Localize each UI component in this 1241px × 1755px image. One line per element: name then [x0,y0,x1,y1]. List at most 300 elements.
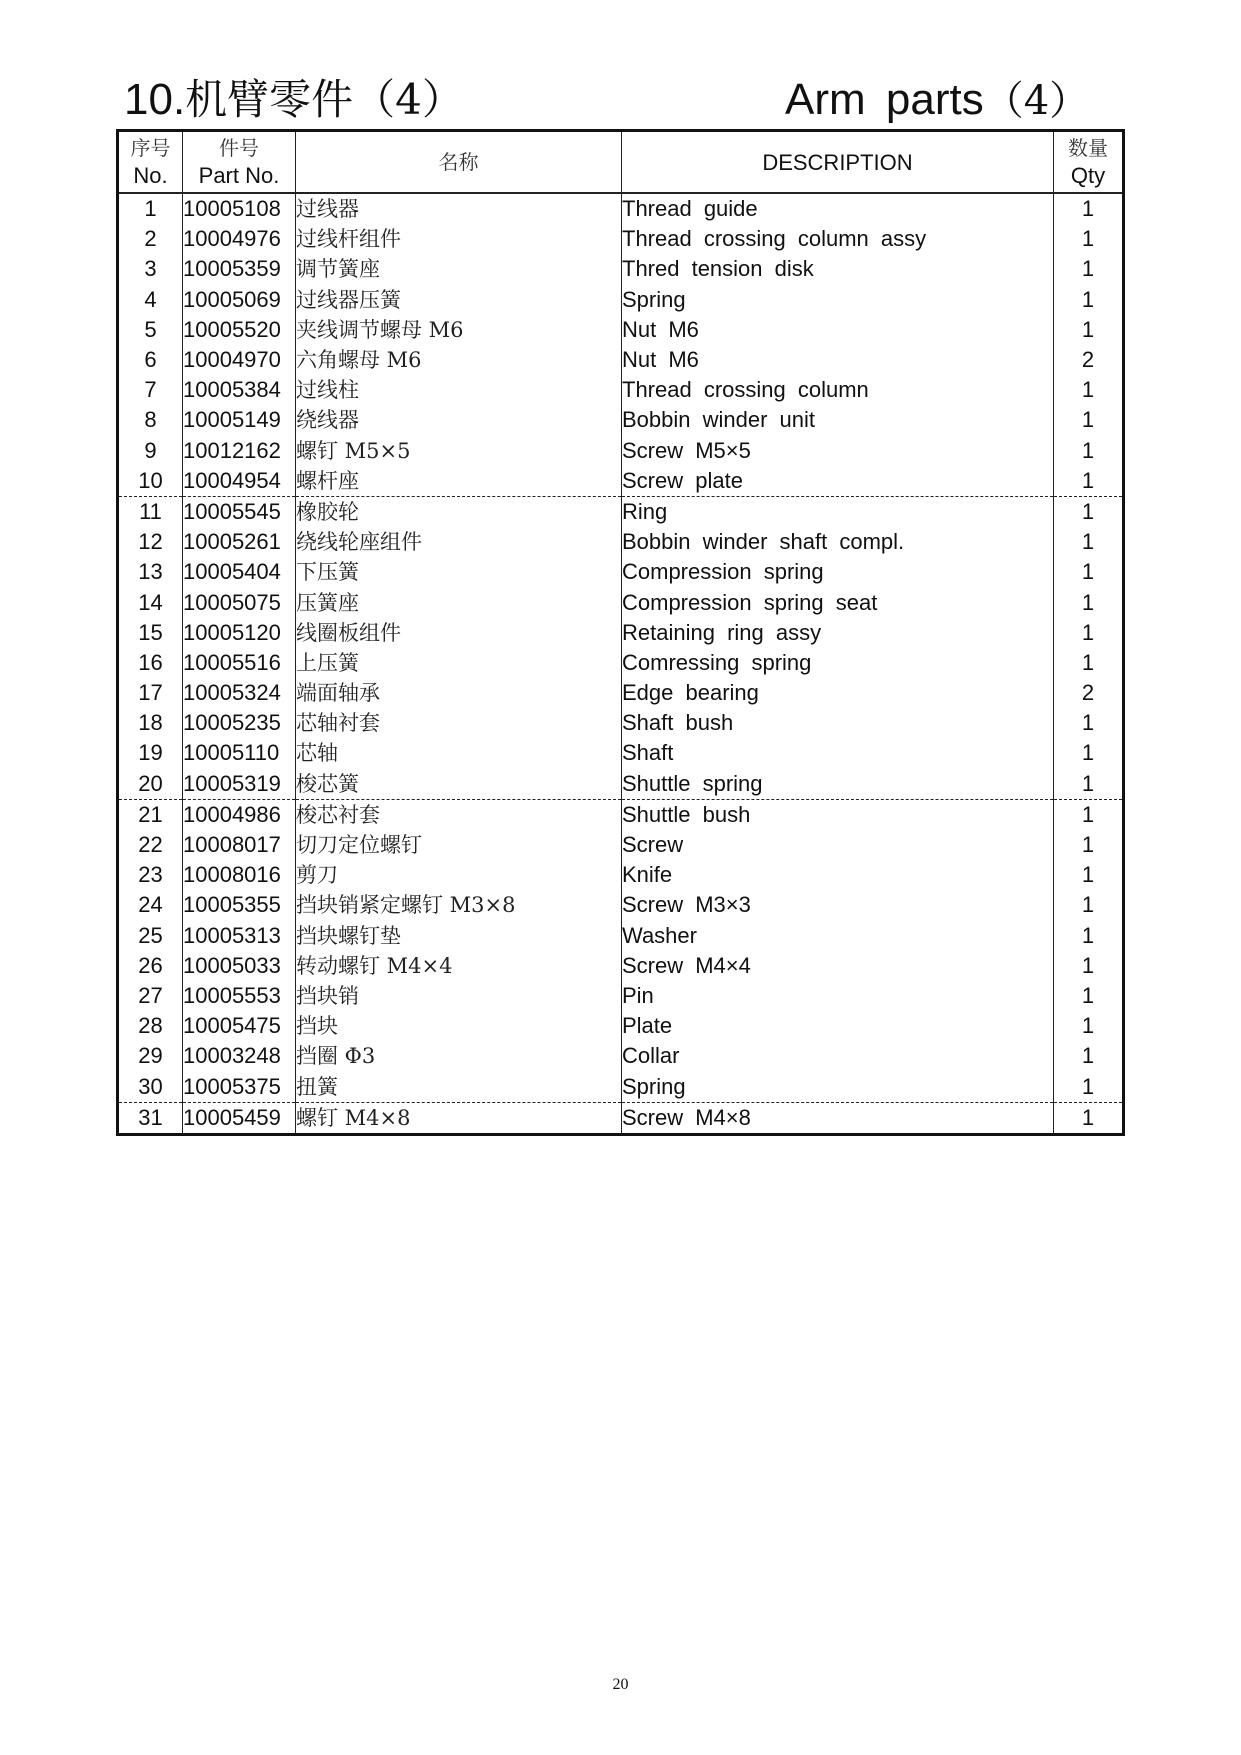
part-number-index [118,496,183,527]
part-quantity-text: 1 [1081,1104,1095,1130]
part-code [183,618,296,648]
part-description-text: Shaft bush [622,710,734,736]
part-name-cn [296,618,622,648]
part-code-text: 10004954 [183,467,281,493]
part-code-text: 10005545 [183,498,281,524]
part-code-text: 10008017 [183,832,281,858]
part-quantity-text: 1 [1081,770,1095,796]
part-name-cn-text: 上压簧 [296,650,359,675]
part-quantity [1054,193,1124,224]
part-number-index-text: 24 [138,892,163,918]
table-row [118,860,1124,890]
part-number-index [118,1011,183,1041]
part-name-cn [296,405,622,435]
part-number-index-text: 1 [144,196,157,222]
header-name: 名称 [296,131,622,194]
part-quantity [1054,769,1124,800]
section-number: 10. [124,75,186,124]
part-code [183,405,296,435]
part-number-index-text: 26 [138,952,163,978]
part-name-cn-text: 绕线器 [296,408,359,433]
part-code [183,527,296,557]
part-name-cn-text: 螺杆座 [296,468,359,493]
part-number-index-text: 25 [138,922,163,948]
part-description [622,769,1054,800]
part-quantity-text: 1 [1081,922,1095,948]
part-description-text: Spring [622,286,686,312]
part-name-cn [296,1041,622,1071]
table-row [118,496,1124,527]
part-number-index [118,860,183,890]
part-number-index-text: 13 [138,559,163,585]
part-quantity-text: 1 [1081,467,1095,493]
part-name-cn [296,951,622,981]
part-number-index-text: 30 [138,1073,163,1099]
part-number-index [118,1041,183,1071]
part-description [622,254,1054,284]
part-quantity [1054,921,1124,951]
page-number: 20 [612,1676,629,1693]
part-description [622,527,1054,557]
part-quantity-text: 1 [1081,952,1095,978]
part-description-text: Retaining ring assy [622,619,822,645]
table-row [118,1102,1124,1134]
part-quantity [1054,981,1124,1011]
part-number-index [118,224,183,254]
part-description [622,193,1054,224]
part-quantity-text: 1 [1081,196,1095,222]
part-number-index [118,557,183,587]
part-number-index [118,193,183,224]
table-row [118,1011,1124,1041]
part-number-index [118,466,183,497]
part-code [183,375,296,405]
part-name-cn-text: 过线杆组件 [296,227,401,252]
part-quantity [1054,1011,1124,1041]
part-code-text: 10008016 [183,862,281,888]
part-code [183,678,296,708]
table-row [118,708,1124,738]
part-description [622,830,1054,860]
part-quantity-text: 1 [1081,832,1095,858]
part-number-index-text: 31 [138,1104,163,1130]
part-code [183,981,296,1011]
part-code-text: 10005149 [183,407,281,433]
part-code-text: 10004976 [183,226,281,252]
table-row [118,345,1124,375]
table-row [118,405,1124,435]
part-quantity [1054,527,1124,557]
part-quantity-text: 2 [1081,680,1095,706]
part-quantity [1054,496,1124,527]
part-description [622,921,1054,951]
part-code [183,860,296,890]
part-number-index [118,436,183,466]
part-quantity [1054,738,1124,768]
part-number-index-text: 11 [139,498,162,524]
table-row [118,1071,1124,1102]
part-quantity-text: 1 [1081,1013,1095,1039]
part-number-index [118,678,183,708]
part-description-text: Spring [622,1073,686,1099]
part-code [183,1041,296,1071]
part-description-text: Edge bearing [622,680,759,706]
part-code [183,466,296,497]
table-row [118,648,1124,678]
part-name-cn-text: 绕线轮座组件 [296,530,422,555]
part-quantity [1054,224,1124,254]
part-number-index [118,285,183,315]
part-code [183,557,296,587]
table-row [118,890,1124,920]
part-code-text: 10005520 [183,316,281,342]
part-name-cn [296,527,622,557]
part-number-index-text: 17 [138,680,163,706]
part-number-index-text: 20 [138,770,163,796]
part-description [622,648,1054,678]
part-description-text: Bobbin winder unit [622,407,816,433]
part-description [622,436,1054,466]
part-code-text: 10004986 [183,801,281,827]
part-code [183,496,296,527]
table-row [118,557,1124,587]
part-code-text: 10005375 [183,1073,281,1099]
part-name-cn-text: 六角螺母 M6 [296,348,422,373]
page-title-chinese [124,72,464,128]
part-name-cn-text: 梭芯衬套 [296,802,380,827]
part-code [183,315,296,345]
part-number-index-text: 21 [138,801,163,827]
part-number-index [118,405,183,435]
part-description [622,405,1054,435]
part-description-text: Collar [622,1043,680,1069]
part-number-index [118,769,183,800]
part-name-cn [296,738,622,768]
part-description [622,951,1054,981]
part-code [183,769,296,800]
part-name-cn [296,557,622,587]
part-quantity [1054,375,1124,405]
part-name-cn [296,466,622,497]
part-number-index-text: 27 [138,982,163,1008]
part-description-text: Nut M6 [622,316,699,342]
part-name-cn-text: 挡圈 Φ3 [296,1044,376,1069]
part-number-index [118,708,183,738]
part-description [622,860,1054,890]
part-quantity-text: 1 [1081,286,1095,312]
part-name-cn [296,678,622,708]
part-name-cn-text: 过线器 [296,197,359,222]
part-quantity-text: 1 [1081,892,1095,918]
part-quantity-text: 1 [1081,649,1095,675]
part-name-cn-text: 扭簧 [296,1074,338,1099]
part-quantity [1054,1102,1124,1134]
part-description-text: Pin [622,982,654,1008]
part-name-cn [296,860,622,890]
part-quantity [1054,587,1124,617]
part-name-cn-text: 过线器压簧 [296,287,401,312]
part-quantity-text: 1 [1081,498,1095,524]
part-description [622,1041,1054,1071]
part-number-index [118,648,183,678]
part-code [183,1011,296,1041]
part-name-cn-text: 压簧座 [296,590,359,615]
part-name-cn [296,345,622,375]
part-name-cn-text: 挡块销 [296,983,359,1008]
part-code-text: 10005033 [183,952,281,978]
table-row [118,769,1124,800]
part-quantity-text: 1 [1081,377,1095,403]
part-number-index [118,1102,183,1134]
part-quantity [1054,345,1124,375]
part-number-index [118,1071,183,1102]
part-description [622,557,1054,587]
part-name-cn [296,1102,622,1134]
part-quantity-text: 1 [1081,437,1095,463]
table-row [118,254,1124,284]
table-row [118,285,1124,315]
table-row [118,799,1124,830]
part-number-index-text: 9 [144,437,157,463]
part-quantity [1054,830,1124,860]
part-quantity [1054,436,1124,466]
part-description [622,224,1054,254]
part-number-index-text: 14 [138,589,163,615]
part-number-index [118,738,183,768]
part-number-index-text: 15 [138,619,163,645]
part-name-cn [296,708,622,738]
part-description [622,496,1054,527]
part-name-cn [296,375,622,405]
part-name-cn-text: 调节簧座 [296,257,380,282]
part-number-index-text: 5 [144,316,157,342]
part-code-text: 10012162 [183,437,281,463]
part-code [183,830,296,860]
part-name-cn-text: 下压簧 [296,560,359,585]
table-row [118,527,1124,557]
part-description [622,285,1054,315]
part-description-text: Plate [622,1013,673,1039]
table-row [118,678,1124,708]
part-number-index-text: 6 [144,347,157,373]
part-name-cn-text: 挡块销紧定螺钉 M3×8 [296,893,516,918]
header-description: DESCRIPTION [622,131,1054,194]
part-number-index-text: 4 [144,286,157,312]
part-quantity-text: 1 [1081,982,1095,1008]
part-number-index [118,799,183,830]
part-name-cn [296,587,622,617]
part-number-index [118,345,183,375]
part-description-text: Thred tension disk [622,256,814,282]
part-name-cn [296,254,622,284]
part-description [622,799,1054,830]
table-row [118,951,1124,981]
part-name-cn [296,769,622,800]
table-row [118,830,1124,860]
part-description-text: Compression spring seat [622,589,878,615]
part-quantity [1054,648,1124,678]
part-number-index-text: 2 [144,226,157,252]
part-quantity-text: 1 [1081,740,1095,766]
part-description-text: Shaft [622,740,674,766]
part-name-cn [296,981,622,1011]
part-code-text: 10005319 [183,770,281,796]
part-description [622,618,1054,648]
part-name-cn-text: 转动螺钉 M4×4 [296,953,453,978]
parts-table-body [118,193,1124,1134]
part-quantity [1054,1041,1124,1071]
part-name-cn [296,890,622,920]
part-number-index-text: 23 [138,862,163,888]
part-description-text: Knife [622,862,673,888]
part-quantity-text: 1 [1081,801,1095,827]
part-description-text: Shuttle bush [622,801,751,827]
part-number-index-text: 10 [138,467,163,493]
part-quantity-text: 1 [1081,256,1095,282]
part-description-text: Thread crossing column [622,377,869,403]
part-quantity [1054,1071,1124,1102]
part-number-index [118,921,183,951]
part-description-text: Comressing spring [622,649,812,675]
part-name-cn-text: 端面轴承 [296,681,380,706]
table-row [118,193,1124,224]
part-code [183,921,296,951]
part-name-cn-text: 芯轴 [296,741,338,766]
part-code-text: 10005069 [183,286,281,312]
part-name-cn [296,799,622,830]
table-row [118,981,1124,1011]
part-description [622,1011,1054,1041]
part-number-index [118,830,183,860]
part-code [183,648,296,678]
part-code-text: 10004970 [183,347,281,373]
part-quantity-text: 1 [1081,710,1095,736]
part-quantity-text: 1 [1081,407,1095,433]
table-row [118,1041,1124,1071]
part-number-index [118,527,183,557]
part-name-cn [296,224,622,254]
part-description-text: Screw [622,832,684,858]
table-row [118,436,1124,466]
part-quantity [1054,678,1124,708]
part-quantity-text: 1 [1081,316,1095,342]
part-name-cn-text: 螺钉 M4×8 [296,1105,411,1130]
table-row [118,738,1124,768]
table-row [118,587,1124,617]
table-row [118,921,1124,951]
part-description-text: Screw plate [622,467,743,493]
part-description-text: Screw M4×8 [622,1104,751,1130]
part-name-cn [296,436,622,466]
part-description [622,345,1054,375]
table-row [118,224,1124,254]
part-number-index-text: 22 [138,832,163,858]
part-description-text: Thread crossing column assy [622,226,927,252]
part-code-text: 10003248 [183,1043,281,1069]
part-name-cn [296,648,622,678]
part-description-text: Screw M4×4 [622,952,751,978]
part-code [183,708,296,738]
part-description [622,587,1054,617]
part-description-text: Compression spring [622,559,824,585]
parts-table [116,129,1125,1136]
page-title-english [785,72,1089,129]
part-quantity [1054,254,1124,284]
part-code [183,890,296,920]
part-name-cn [296,1071,622,1102]
part-name-cn-text: 线圈板组件 [296,620,401,645]
part-code-text: 10005110 [183,740,280,766]
part-name-cn [296,285,622,315]
part-number-index-text: 16 [138,649,163,675]
part-code [183,224,296,254]
part-quantity [1054,860,1124,890]
part-description-text: Nut M6 [622,347,699,373]
part-name-cn [296,830,622,860]
part-number-index-text: 28 [138,1013,163,1039]
part-description [622,981,1054,1011]
table-row [118,375,1124,405]
part-name-cn-text: 夹线调节螺母 M6 [296,317,464,342]
part-name-cn-text: 挡块螺钉垫 [296,923,401,948]
part-description [622,738,1054,768]
part-number-index-text: 7 [144,377,157,403]
table-row [118,466,1124,497]
part-description-text: Ring [622,498,668,524]
part-quantity [1054,557,1124,587]
part-code [183,1071,296,1102]
section-title-cn: 机臂零件（4） [185,75,464,124]
part-name-cn-text: 螺钉 M5×5 [296,438,411,463]
part-quantity-text: 1 [1081,1073,1095,1099]
part-number-index [118,254,183,284]
part-quantity-text: 1 [1081,619,1095,645]
part-name-cn [296,315,622,345]
part-name-cn-text: 挡块 [296,1014,338,1039]
part-code [183,587,296,617]
part-quantity-text: 1 [1081,1043,1095,1069]
table-header-row [118,131,1124,194]
section-title-en-suffix: （4） [983,78,1090,124]
part-quantity [1054,890,1124,920]
part-code-text: 10005324 [183,680,281,706]
part-description [622,315,1054,345]
part-quantity-text: 1 [1081,529,1095,555]
part-quantity-text: 2 [1081,347,1095,373]
part-number-index-text: 18 [138,710,163,736]
part-number-index [118,951,183,981]
part-code-text: 10005459 [183,1104,281,1130]
section-title-en: Arm parts [785,75,984,124]
part-code [183,285,296,315]
part-code-text: 10005313 [183,922,281,948]
part-description-text: Washer [622,922,697,948]
table-row [118,315,1124,345]
part-code [183,951,296,981]
part-code-text: 10005120 [183,619,281,645]
part-code-text: 10005516 [183,649,281,675]
part-code [183,254,296,284]
part-number-index [118,618,183,648]
part-code [183,1102,296,1134]
part-code-text: 10005261 [183,529,281,555]
part-description [622,466,1054,497]
part-number-index-text: 8 [144,407,157,433]
part-quantity-text: 1 [1081,862,1095,888]
part-number-index-text: 12 [138,529,163,555]
part-code-text: 10005359 [183,256,281,282]
part-quantity [1054,466,1124,497]
